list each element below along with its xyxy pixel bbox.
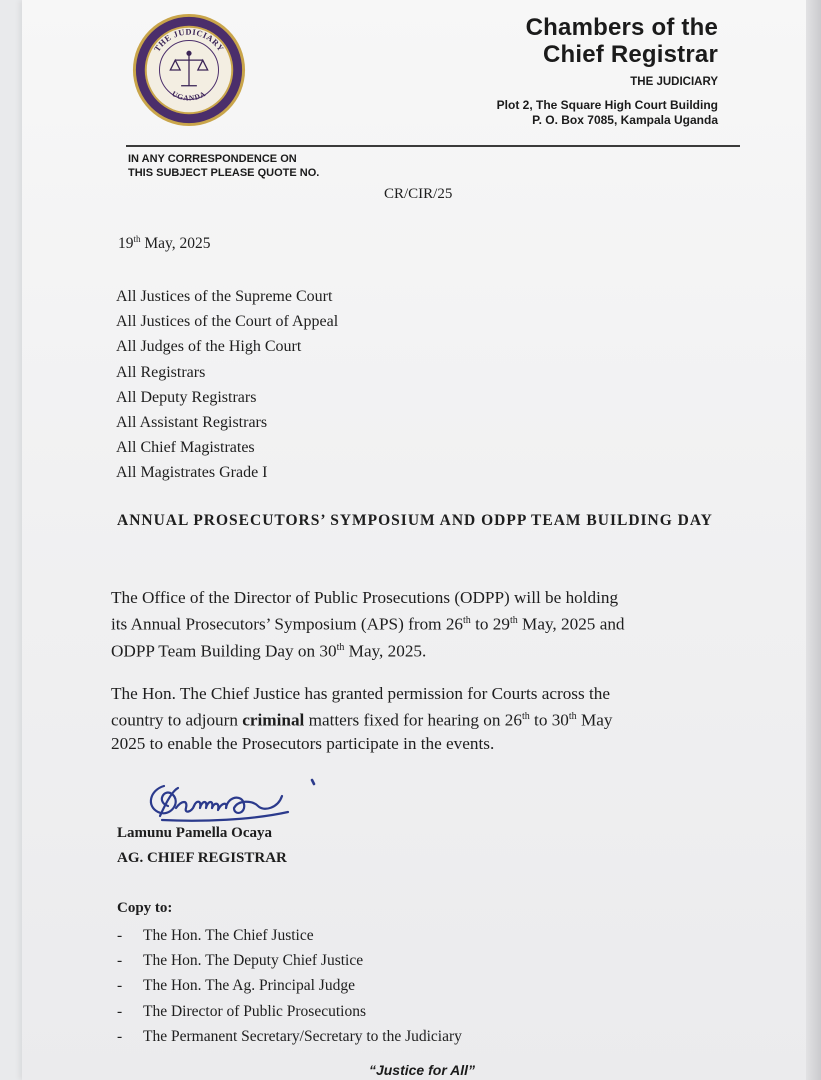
office-title-line1: Chambers of the <box>525 14 718 41</box>
copy-to-text: The Hon. The Deputy Chief Justice <box>143 952 364 970</box>
address-line1: Plot 2, The Square High Court Building <box>496 98 718 112</box>
signatory-title: AG. CHIEF REGISTRAR <box>117 850 287 866</box>
para2-text: to 30 <box>529 710 569 730</box>
correspondence-note-line2: THIS SUBJECT PLEASE QUOTE NO. <box>128 167 320 179</box>
seal-text-bottom: UGANDA <box>170 88 208 103</box>
addressee-item: All Deputy Registrars <box>116 388 257 406</box>
ordinal-suffix: th <box>521 711 530 722</box>
para2-line1: The Hon. The Chief Justice has granted permission for Courts across the <box>111 684 610 703</box>
date-suffix: th <box>133 234 141 244</box>
copy-to-text: The Permanent Secretary/Secretary to the Judiciary <box>143 1027 462 1045</box>
footer-motto: “Justice for All” <box>368 1062 476 1078</box>
letterhead-block <box>497 14 718 128</box>
addressee-item: All Justices of the Court of Appeal <box>116 313 339 331</box>
para2-line3: 2025 to enable the Prosecutors participate in the events. <box>111 733 495 753</box>
ordinal-suffix: th <box>568 711 577 722</box>
addressee-item: All Magistrates Grade I <box>116 464 268 482</box>
organization-name: THE JUDICIARY <box>630 76 718 88</box>
ordinal-suffix: th <box>509 615 518 626</box>
header-divider <box>126 145 740 147</box>
page-edge-shadow <box>806 0 821 1080</box>
ordinal-suffix: th <box>336 641 345 653</box>
para2-text: country to adjourn <box>111 710 243 730</box>
letter-page <box>22 0 821 1080</box>
para1-text: its Annual Prosecutors’ Symposium (APS) from 26 <box>111 614 464 634</box>
para2-text: May <box>576 710 613 730</box>
letter-date <box>118 234 211 253</box>
signatory-name: Lamunu Pamella Ocaya <box>117 825 273 841</box>
date-rest: May, 2025 <box>140 235 211 253</box>
copy-to-item <box>117 1024 462 1049</box>
addressee-item: All Judges of the High Court <box>116 338 302 356</box>
bullet-dash: - <box>117 927 123 944</box>
para1-text: to 29 <box>470 614 510 634</box>
para2-text: matters fixed for hearing on 26 <box>304 710 522 730</box>
copy-to-item <box>117 999 462 1024</box>
para1-text: May, 2025. <box>344 641 427 661</box>
copy-to-list <box>117 923 462 1049</box>
para1-text: May, 2025 and <box>517 614 625 634</box>
copy-to-heading: Copy to: <box>117 900 173 916</box>
bullet-dash: - <box>117 977 123 995</box>
addressee-item: All Chief Magistrates <box>116 439 255 457</box>
subject-heading: ANNUAL PROSECUTORS’ SYMPOSIUM AND ODPP TEAM BUILDING DAY <box>117 512 713 529</box>
addressee-list <box>116 284 338 486</box>
correspondence-note-line1: IN ANY CORRESPONDENCE ON <box>128 153 297 165</box>
date-day: 19 <box>118 235 134 253</box>
body-paragraph-2 <box>111 682 745 755</box>
body-paragraph-1 <box>111 586 745 662</box>
copy-to-text: The Hon. The Ag. Principal Judge <box>143 977 355 995</box>
para2-bold-word: criminal <box>242 710 305 730</box>
seal-text-top: THE JUDICIARY <box>152 27 226 54</box>
para1-text: ODPP Team Building Day on 30 <box>111 641 337 661</box>
copy-to-text: The Director of Public Prosecutions <box>143 1002 366 1020</box>
bullet-dash: - <box>117 1027 123 1045</box>
copy-to-item <box>117 923 462 948</box>
judiciary-seal-logo <box>130 11 248 129</box>
para1-line1: The Office of the Director of Public Prosecutions (ODPP) will be holding <box>111 588 619 607</box>
addressee-item: All Justices of the Supreme Court <box>116 288 333 305</box>
office-title-line2: Chief Registrar <box>542 41 718 68</box>
ordinal-suffix: th <box>463 615 471 626</box>
bullet-dash: - <box>117 1002 123 1020</box>
addressee-item: All Assistant Registrars <box>116 414 268 432</box>
addressee-item: All Registrars <box>116 363 206 381</box>
reference-number: CR/CIR/25 <box>384 186 453 202</box>
copy-to-item <box>117 948 462 973</box>
correspondence-note <box>128 152 319 180</box>
handwritten-signature <box>142 772 322 828</box>
copy-to-item <box>117 973 462 998</box>
copy-to-text: The Hon. The Chief Justice <box>143 927 314 944</box>
bullet-dash: - <box>117 952 123 970</box>
address-line2: P. O. Box 7085, Kampala Uganda <box>532 113 718 127</box>
